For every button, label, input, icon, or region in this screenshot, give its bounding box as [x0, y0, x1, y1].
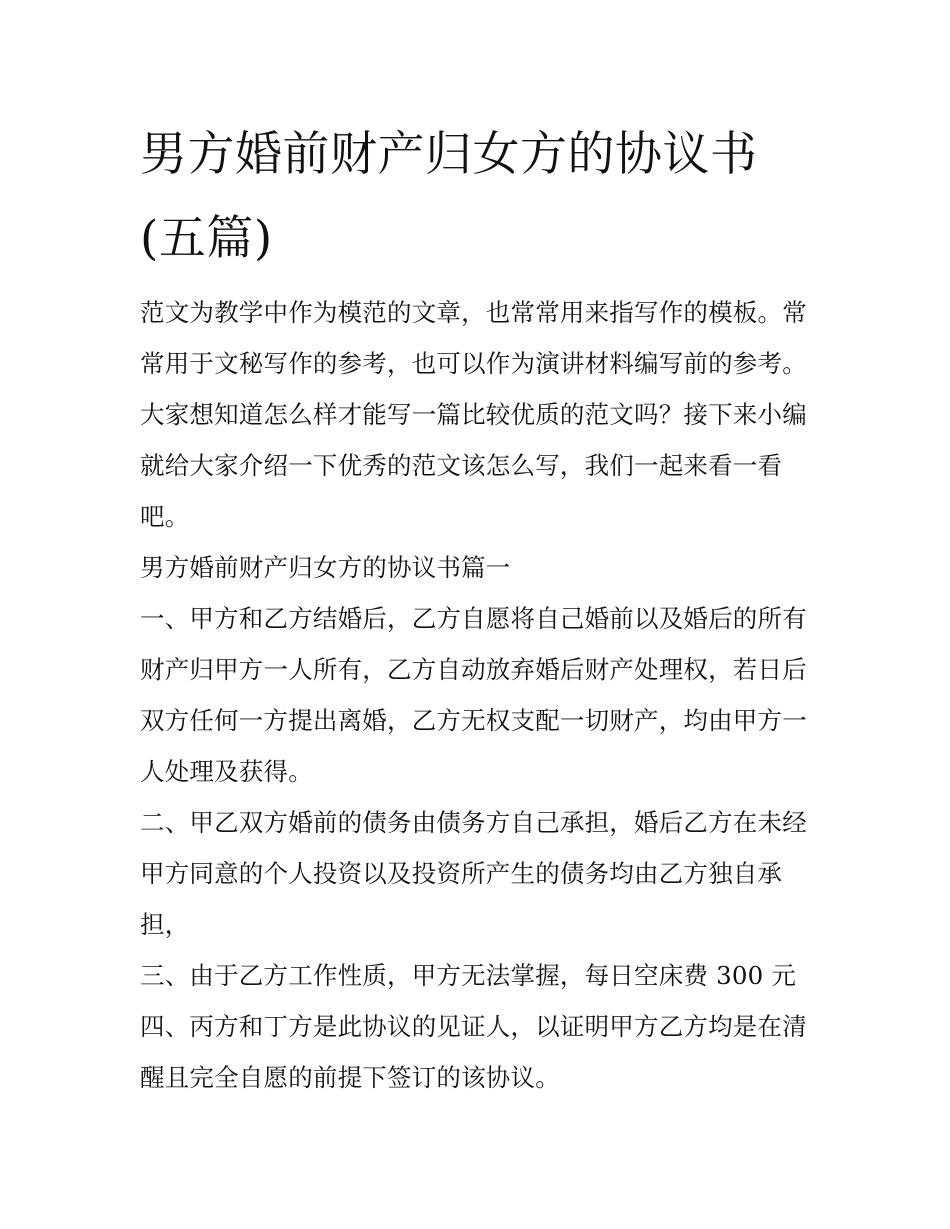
title-line: 男方婚前财产归女方的协议书 — [140, 127, 758, 182]
clause-line: 三、由于乙方工作性质，甲方无法掌握，每日空床费 300 元 — [140, 961, 797, 990]
clause-line: 财产归甲方一人所有，乙方自动放弃婚后财产处理权，若日后 — [140, 655, 807, 684]
section-heading: 男方婚前财产归女方的协议书篇一 — [140, 553, 511, 582]
intro-line: 范文为教学中作为模范的文章，也常常用来指写作的模板。常 — [140, 298, 807, 327]
document-content — [140, 113, 812, 1103]
clause-line: 一、甲方和乙方结婚后，乙方自愿将自己婚前以及婚后的所有 — [140, 604, 807, 633]
clause-line: 人处理及获得。 — [140, 757, 313, 786]
intro-line: 吧。 — [140, 502, 190, 531]
clause-line: 担， — [140, 910, 190, 939]
clause-line: 醒且完全自愿的前提下签订的该协议。 — [140, 1063, 560, 1092]
clause-line: 四、丙方和丁方是此协议的见证人，以证明甲方乙方均是在清 — [140, 1012, 807, 1041]
intro-line: 就给大家介绍一下优秀的范文该怎么写，我们一起来看一看 — [140, 451, 783, 480]
document-body — [140, 287, 812, 1103]
clause-line: 甲方同意的个人投资以及投资所产生的债务均由乙方独自承 — [140, 859, 783, 888]
clause-line: 双方任何一方提出离婚，乙方无权支配一切财产，均由甲方一 — [140, 706, 807, 735]
title-line: (五篇) — [140, 211, 273, 266]
intro-line: 常用于文秘写作的参考，也可以作为演讲材料编写前的参考。 — [140, 349, 807, 378]
document-title — [140, 113, 812, 281]
intro-line: 大家想知道怎么样才能写一篇比较优质的范文吗？接下来小编 — [140, 400, 807, 429]
clause-line: 二、甲乙双方婚前的债务由债务方自己承担，婚后乙方在未经 — [140, 808, 807, 837]
